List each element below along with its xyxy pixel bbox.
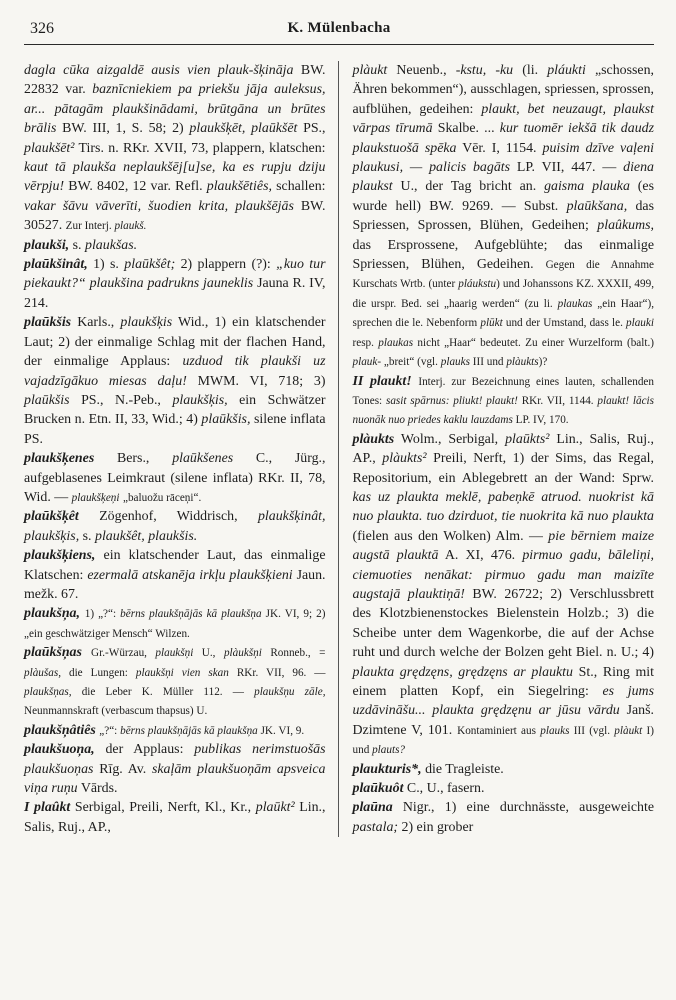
dictionary-entry: plaūkšis Karls., plaukšķis Wid., 1) ein klatschender Laut; 2) der einmalige Schlag mit der flachen Hand, der einmalige Applaus: uzduod tik plaukši uz vajadzīgākuo miesas daļu! MWM. VI, 718; 3) plaūkšis PS., N.-Peb., plaukšķis, ein Schwätzer Brucken n. Etn. II, 33, Wid.; 4) plaūkšis, silene inflata PS.	[24, 315, 326, 447]
dictionary-entry: plàukt Neuenb., -kstu, -ku (li. pláukti „schossen, Ähren bekommen“), ausschlagen, spriessen, sprossen, aufblühen, gedeihen: plaukt, bet neuzaugt, plaukst vārpas tīrumā Skalbe. ... kur tuomēr iekšā tik daudz plaukstuošā spēka Vēr. I, 1154. puisim dzīve vaļeni plaukusi, — palicis bagāts LP. VII, 447. — diena plaukst U., der Tag bricht an. gaisma plauka (es wurde hell) BW. 9269. — Subst. plaūkšana, das Spriessen, Sprossen, Blühen, Gedeihen; plaûkums, das Ersprossene, Aufgeblühte; das einmalige Spriessen, Blühen, Gedeihen. Gegen die Annahme Kurschats Wrtb. (unter pláukstu) und Johanssons KZ. XXXII, 499, die urspr. Bed. sei „haarig werden“ (zu li. plaukas „ein Haar“), sprechen die le. Nebenform plūkt und der Umstand, dass le. plauki resp. plaukas nicht „Haar“ bedeutet. Zu einer Wurzelform (balt.) plauk- „breit“ (vgl. plauks III und plàukts)?	[352, 63, 654, 369]
dictionary-entry: plaukšņa, 1) „?“: bērns plaukšņājās kā plaukšņa JK. VI, 9; 2) „ein geschwätziger Mensch“ Wilzen.	[24, 606, 326, 640]
dictionary-entry: plaūkšņas Gr.-Würzau, plaukšņi U., plàukšņi Ronneb., = plàušas, die Lungen: plaukšņi vien skan RKr. VII, 96. — plaukšņas, die Leber K. Müller 112. — plaukšņu zāle, Neunmannskraft (verbascum thapsus) U.	[24, 645, 326, 718]
running-title: K. Mülenbacha	[287, 20, 391, 36]
left-column	[24, 61, 339, 837]
dictionary-entry: plaūna Nigr., 1) eine durchnässte, ausgeweichte pastala; 2) ein grober	[352, 800, 654, 835]
dictionary-entry: plaūkšinât, 1) s. plaūkšêt; 2) plappern (?): „kuo tur piekaukt?“ plaukšina padrukns jauneklis Jauna R. IV, 214.	[24, 257, 326, 311]
dictionary-entry: plaūkuôt C., U., fasern.	[352, 781, 485, 797]
dictionary-entry: plaukšuoņa, der Applaus: publikas nerimstuošās plaukšuoņas Rīg. Av. skaļām plaukšuoņām apsveica viņa ruņu Vārds.	[24, 742, 326, 797]
dictionary-entry: plaukšķenes Bers., plaūkšenes C., Jürg., aufgeblasenes Leimkraut (silene inflata) RKr. II, 78, Wid. — plaukšķeņi „baluožu rāceņi“.	[24, 451, 326, 505]
dictionary-entry: plaukšņâtiês „?“: bērns plaukšņājās kā plaukšņa JK. VI, 9.	[24, 722, 305, 738]
page-number: 326	[30, 20, 54, 37]
dictionary-entry: dagla cūka aizgaldē ausis vien plauk-šķināja BW. 22832 var. baznīcniekiem pa priekšu jāja auleksus, ar... pātagām plaukšinādami, brūtgāna un brūtes brālis BW. III, 1, S. 58; 2) plaukšķēt, plaūkšēt PS., plaukšēt² Tirs. n. RKr. XVII, 73, plappern, klatschen: kaut tā plaukša neplaukšēj[u]se, ka es rupju dziju vērpju! BW. 8402, 12 var. Refl. plaukšētiês, schallen: vakar šāvu vāverīti, šuodien krita, plaukšējās BW. 30527. Zur Interj. plaukš.	[24, 63, 326, 234]
dictionary-entry: plaukšķiens, ein klatschender Laut, das einmalige Klatschen: ezermalā atskanēja irkļu plaukšķieni Jaun. mežk. 67.	[24, 548, 326, 602]
dictionary-entry: plaūkšķêt Zögenhof, Widdrisch, plaukšķinât, plaukšķis, s. plaukšêt, plaukšis.	[24, 509, 326, 544]
dictionary-entry: II plaukt! Interj. zur Bezeichnung eines lauten, schallenden Tones: sasit spārnus: pliukt! plaukt! RKr. VII, 1144. plaukt! lācis nuonāk nuo priedes kaklu lauzdams LP. IV, 170.	[352, 373, 654, 427]
dictionary-entry: plaukturis*, die Tragleiste.	[352, 761, 504, 777]
dictionary-entry: plàukts Wolm., Serbigal, plaūkts² Lin., Salis, Ruj., AP., plàukts² Preili, Nerft, 1) der Sims, das Regal, Repositorium, ein Ablegebrett an der Wand: Sprw. kas uz plaukta meklē, pabeņkē atruod. nuokrist kā nuo plaukta. tuo dzirduot, tie nuokrita kā nuo plaukta (fielen aus den Wolken) Alm. — pie bērniem maize augstā plauktā A. XI, 476. pirmuo gadu, bāleliņi, ciemuoties nenākat: pirmuo gadu man maizīte augstajā plauktiņā! BW. 26722; 2) Verschlussbrett des Klotzbienenstockes Bielenstein Holzb.; 3) die Scheibe unter dem Wagenkorbe, die auf der Achse ruht und durch welche der Bolzen geht Biel. n. U.; 4) plaukta grędzęns, grędzęns ar plauktu St., Ring mit einem platten Kopf, ein Siegelring: es jums uzdāvināšu... plaukta grędzęnu ar jūsu vārdu Janš. Dzimtene V, 101. Kontaminiert aus plauks III (vgl. plàukt I) und plauts?	[352, 431, 655, 757]
page-header	[24, 18, 654, 45]
two-column-body	[24, 61, 654, 837]
dictionary-entry: I plaûkt Serbigal, Preili, Nerft, Kl., Kr., plaūkt² Lin., Salis, Ruj., AP.,	[24, 800, 326, 835]
right-column	[339, 61, 655, 837]
dictionary-entry: plaukši, s. plaukšas.	[24, 237, 138, 253]
